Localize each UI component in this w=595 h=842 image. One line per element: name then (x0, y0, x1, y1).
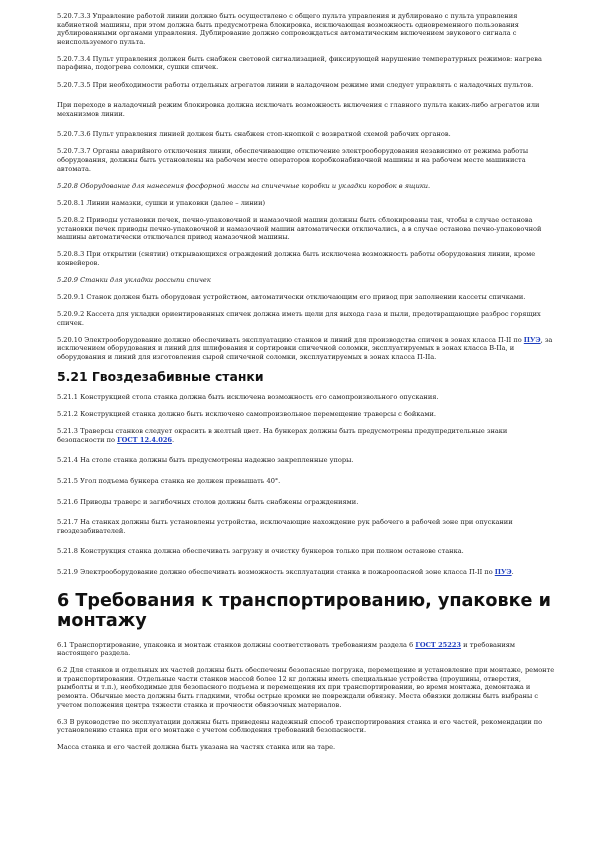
section-heading-5-21: 5.21 Гвоздезабивные станки (57, 369, 264, 385)
section-heading-6: 6 Требования к транспортированию, упаковке и монтажу (57, 590, 551, 631)
paragraph-5-21-5: 5.21.5 Угол подъема бункера станка не должен превышать 40°. (57, 477, 281, 485)
paragraph-5-20-7-3-3: 5.20.7.3.3 Управление работой линии должно быть осуществлено с общего пульта управления и дублировано с пульта управления кабинетной машины, при этом должна быть предусмотрена блокировка, исключающая возможность одновременного пользования дублированными органами управления. Дублирование должно сопровождаться автоматическим включением звукового сигнала с неиспользуемого пульта. (57, 12, 519, 46)
text: 5.21.3 Траверсы станков следует окрасить в желтый цвет. На бункерах должны быть предусмотрены предупредительные знаки безопасности по (57, 427, 508, 444)
text: . (511, 567, 514, 576)
gost-25223-link[interactable]: ГОСТ 25223 (415, 640, 462, 649)
paragraph-5-20-9-1: 5.20.9.1 Станок должен быть оборудован устройством, автоматически отключающим его привод при заполнении кассеты спичками. (57, 292, 526, 301)
paragraph-5-21-2: 5.21.2 Конструкцией станка должно быть исключено самопроизвольное перемещение траверсы с бойками. (57, 410, 436, 419)
paragraph-5-21-1: 5.21.1 Конструкцией стола станка должна быть исключена возможность его самопроизвольного опускания. (57, 393, 439, 402)
text: 5.21.9 Электрооборудование должно обеспечивать возможность эксплуатации станка в пожароопасной зоне класса П-II по (57, 567, 495, 576)
paragraph-5-21-6: 5.21.6 Приводы траверс и загибочных столов должны быть снабжены ограждениями. (57, 497, 359, 506)
paragraph-5-21-4: 5.21.4 На столе станка должны быть предусмотрены надежно закрепленные упоры. (57, 456, 354, 465)
text: . (172, 435, 175, 444)
text: , за исключением оборудования и линий для шлифования и сортировки спичечной соломки, эксплуатируемых в зонах класса В-IIа, и оборудования и линий для изготовления сырой спичечной соломки, эксплуатируемых в зонах класса П-IIа. (57, 335, 553, 361)
paragraph-5-21-9 (57, 568, 555, 577)
paragraph-5-21-7: 5.21.7 На станках должны быть установлены устройства, исключающие нахождение рук рабочего в рабочей зоне при опускании гвоздезабивателей. (57, 518, 513, 535)
heading-5-20-8: 5.20.8 Оборудование для нанесения фосфорной массы на спичечные коробки и укладки коробок в ящики. (57, 181, 431, 190)
paragraph-5-20-8-1: 5.20.8.1 Линии намазки, сушки и упаковки (далее – линии) (57, 198, 266, 207)
paragraph-5-20-8 (57, 182, 555, 191)
paragraph-5-20-10 (57, 336, 555, 362)
paragraph-5-20-8-2: 5.20.8.2 Приводы установки печек, печно-упаковочной и намазочной машин должны быть сблокированы так, чтобы в случае останова установки печек приводы печно-упаковочной и намазочной машин автоматически отключались, а в случае останова печно-упаковочной машины автоматически отключался привод намазочной машины. (57, 215, 542, 242)
paragraph-6-1 (57, 641, 555, 658)
paragraph-5-21-3 (57, 427, 555, 444)
text: и требованиям настоящего раздела. (57, 640, 516, 658)
paragraph-5-20-7-3-6: 5.20.7.3.6 Пульт управления линией должен быть снабжен стоп-кнопкой с возвратной схемой рабочих органов. (57, 130, 451, 139)
paragraph-adjust-mode: При переходе в наладочный режим блокировка должна исключать возможность включения с главного пульта каких-либо агрегатов или механизмов линии. (57, 101, 540, 118)
paragraph-5-20-9 (57, 276, 555, 285)
paragraph-5-20-7-3-4: 5.20.7.3.4 Пульт управления должен быть снабжен световой сигнализацией, фиксирующей нарушение температурных режимов: нагрева парафина, подогрева соломки, сушки спичек. (57, 54, 542, 72)
gost-12-4-026-link[interactable]: ГОСТ 12.4.026 (117, 435, 172, 444)
heading-5-20-9: 5.20.9 Станки для укладки россыпи спичек (57, 275, 211, 284)
paragraph-5-21-8: 5.21.8 Конструкция станка должна обеспечивать загрузку и очистку бункеров только при полном останове станка. (57, 547, 464, 556)
paragraph-5-20-8-3: 5.20.8.3 При открытии (снятии) открывающихся ограждений должна быть исключена возможность работы оборудования линии, кроме конвейеров. (57, 250, 536, 267)
paragraph-5-20-9-2: 5.20.9.2 Кассета для укладки ориентированных спичек должна иметь щели для выхода газа и пыли, предотвращающие разброс горящих спичек. (57, 310, 541, 327)
paragraph-6-2: 6.2 Для станков и отдельных их частей должны быть обеспечены безопасные погрузка, перемещение и установление при монтаже, ремонте и транспортировании. Отдельные части станков массой более 12 кг должны иметь специальные устройства (проушины, отверстия, рымболты и т.п.), необходимые для безопасного подъема и перемещения их при транспортировании, во время монтажа, демонтажа и ремонта. Обычные места должны быть гладкими, чтобы острые кромки не повреждали обвязку. Места обвязки должны быть выбраны с учетом положения центра тяжести станка и прочности обвязочных материалов. (57, 666, 555, 709)
paragraph-6-3: 6.3 В руководстве по эксплуатации должны быть приведены надежный способ транспортирования станка и его частей, рекомендации по установлению станка при его монтаже с учетом соблюдения требований безопасности. (57, 717, 543, 735)
text: 6.1 Транспортирование, упаковка и монтаж станков должны соответствовать требованиям раздела 6 (57, 640, 416, 649)
text: 5.20.10 Электрооборудование должно обеспечивать эксплуатацию станков и линий для производства спичек в зонах класса П-II по (57, 335, 524, 344)
pue-link[interactable]: ПУЭ (494, 567, 512, 576)
paragraph-5-20-7-3-7: 5.20.7.3.7 Органы аварийного отключения линии, обеспечивающие отключение электрооборудования независимо от режима работы оборудования, должны быть установлены на рабочем месте операторов коробконабивочной машины и на рабочем месте машиниста автомата. (57, 147, 529, 173)
paragraph-mass: Масса станка и его частей должна быть указана на частях станка или на таре. (57, 743, 336, 752)
pue-link[interactable]: ПУЭ (523, 335, 541, 344)
paragraph-5-20-7-3-5: 5.20.7.3.5 При необходимости работы отдельных агрегатов линии в наладочном режиме ими следует управлять с наладочных пультов. (57, 80, 534, 89)
